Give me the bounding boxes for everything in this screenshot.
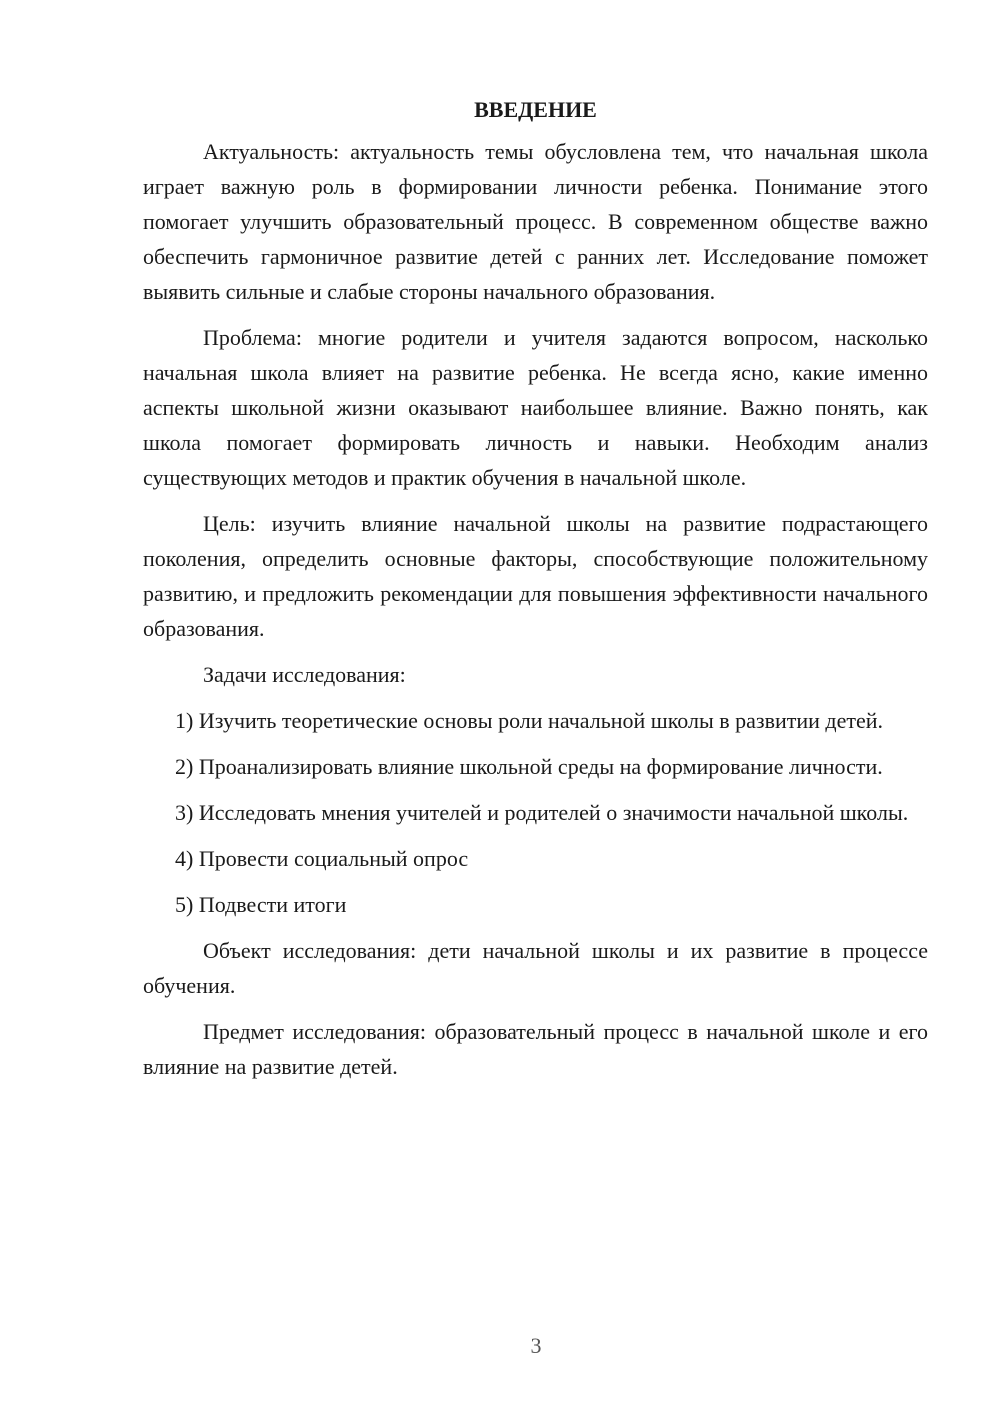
section-title: ВВЕДЕНИЕ [474,97,597,122]
tasks-list [143,703,928,922]
list-item: 2) Проанализировать влияние школьной среды на формирование личности. [175,754,883,779]
tasks-heading: Задачи исследования: [203,662,406,687]
goal-paragraph: Цель: изучить влияние начальной школы на развитие подрастающего поколения, определить основные факторы, способствующие положительному развитию, и предложить рекомендации для повышения эффективности начального образования. [143,511,928,641]
list-item: 5) Подвести итоги [175,892,347,917]
page-number: 3 [530,1333,542,1358]
subject-paragraph: Предмет исследования: образовательный процесс в начальной школе и его влияние на развитие детей. [143,1019,928,1079]
relevance-paragraph: Актуальность: актуальность темы обусловлена тем, что начальная школа играет важную роль в формировании личности ребенка. Понимание этого помогает улучшить образовательный процесс. В современном обществе важно обеспечить гармоничное развитие детей с ранних лет. Исследование поможет выявить сильные и слабые стороны начального образования. [143,139,928,304]
list-item: 3) Исследовать мнения учителей и родителей о значимости начальной школы. [175,800,909,825]
list-item: 4) Провести социальный опрос [175,846,469,871]
list-item: 1) Изучить теоретические основы роли начальной школы в развитии детей. [175,708,884,733]
document-page [143,92,928,1095]
object-paragraph: Объект исследования: дети начальной школы и их развитие в процессе обучения. [143,938,928,998]
problem-paragraph: Проблема: многие родители и учителя задаются вопросом, насколько начальная школа влияет на развитие ребенка. Не всегда ясно, какие именно аспекты школьной жизни оказывают наибольшее влияние. Важно понять, как школа помогает формировать личность и навыки. Необходим анализ существующих методов и практик обучения в начальной школе. [143,325,928,490]
